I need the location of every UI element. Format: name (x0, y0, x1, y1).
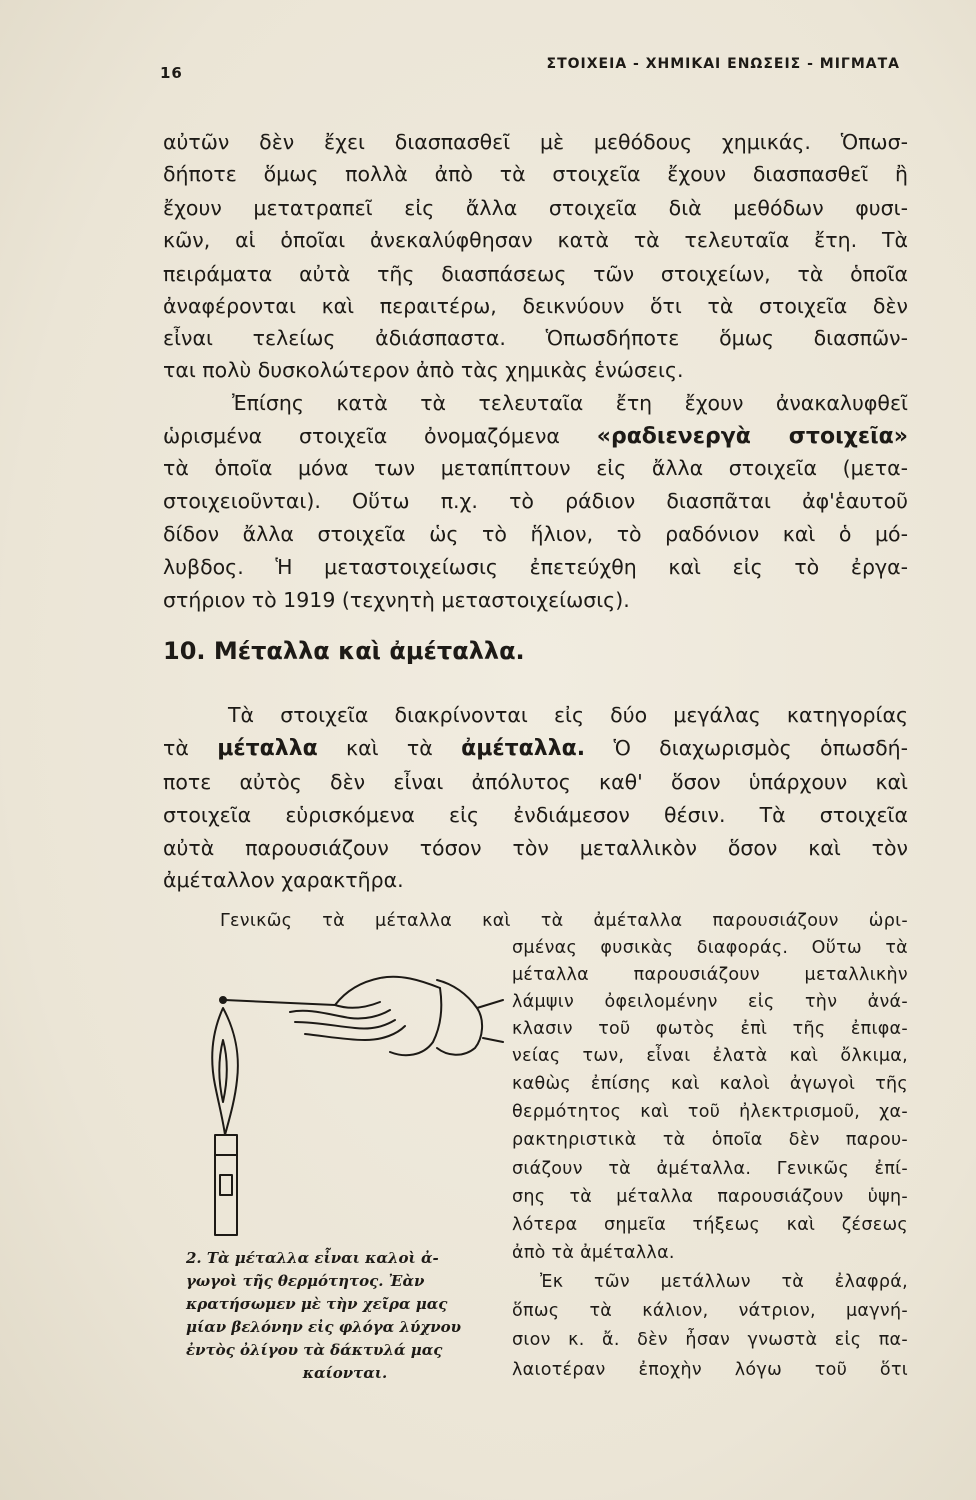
caption-line: κρατήσωμεν μὲ τὴν χεῖρα μας (186, 1295, 448, 1313)
text-line-mixed (163, 734, 908, 763)
text-line: λότερα σημεῖα τήξεως καὶ ζέσεως (512, 1215, 908, 1235)
caption-line: μίαν βελόνην εἰς φλόγα λύχνου (186, 1318, 462, 1336)
caption-line: ἐντὸς ὀλίγου τὰ δάκτυλά μας (186, 1341, 443, 1359)
text-line: στοιχειοῦνται). Οὕτω π.χ. τὸ ράδιον διασπᾶται ἀφ'ἑαυτοῦ (163, 489, 908, 513)
hand-palm (390, 988, 441, 1055)
bold-term: ἀμέταλλα. (461, 736, 586, 761)
text-line: πειράματα αὐτὰ τῆς διασπάσεως τῶν στοιχείων, τὰ ὁποῖα (163, 262, 908, 286)
text-line: ἀμέταλλον χαρακτῆρα. (163, 868, 404, 892)
caption-line: 2. Τὰ μέταλλα εἶναι καλοὶ ἀ- (186, 1249, 439, 1267)
text-fragment: Ὁ διαχωρισμὸς ὁπωσδή- (585, 736, 909, 760)
text-fragment: τὰ (163, 736, 218, 760)
text-line: Ἐπίσης κατὰ τὰ τελευταῖα ἔτη ἔχουν ἀνακαλυφθεῖ (232, 391, 908, 415)
text-line: αὐτῶν δὲν ἔχει διασπασθεῖ μὲ μεθόδους χημικάς. Ὁπωσ- (163, 130, 908, 154)
text-line: ὅπως τὰ κάλιον, νάτριον, μαγνή- (512, 1301, 908, 1321)
section-title: 10. Μέταλλα καὶ ἀμέταλλα. (163, 637, 525, 665)
text-line: ρακτηριστικὰ τὰ ὁποῖα δὲν παρου- (512, 1130, 908, 1150)
text-line: τὰ ὁποῖα μόνα των μεταπίπτουν εἰς ἄλλα στοιχεῖα (μετα- (163, 456, 908, 480)
flame-inner (219, 1040, 227, 1102)
text-line: κῶν, αἱ ὁποῖαι ἀνεκαλύφθησαν κατὰ τὰ τελευταῖα ἔτη. Τὰ (163, 228, 908, 252)
text-line: σιον κ. ἄ. δὲν ἦσαν γνωστὰ εἰς πα- (512, 1330, 908, 1350)
text-line: δίδον ἄλλα στοιχεῖα ὡς τὸ ἥλιον, τὸ ραδόνιον καὶ ὁ μό- (163, 522, 908, 546)
text-line: δήποτε ὅμως πολλὰ ἀπὸ τὰ στοιχεῖα ἔχουν διασπασθεῖ ἢ (163, 162, 908, 186)
hand-finger (295, 1020, 395, 1029)
hand-back (335, 977, 440, 1005)
text-line: μέταλλα παρουσιάζουν μεταλλικὴν (512, 965, 908, 985)
text-line: Γενικῶς τὰ μέταλλα καὶ τὰ ἀμέταλλα παρουσιάζουν ὡρι- (220, 911, 908, 931)
text-line: σιάζουν τὰ ἀμέταλλα. Γενικῶς ἐπί- (512, 1159, 908, 1179)
caption-line: γωγοὶ τῆς θερμότητος. Ἐὰν (186, 1272, 425, 1290)
needle (225, 1000, 335, 1005)
page-number: 16 (160, 64, 183, 82)
caption-line: καίονται. (302, 1364, 388, 1382)
text-line: Ἐκ τῶν μετάλλων τὰ ἐλαφρά, (540, 1272, 908, 1292)
hand-needle-flame-illustration (185, 960, 505, 1240)
text-line: Τὰ στοιχεῖα διακρίνονται εἰς δύο μεγάλας κατηγορίας (228, 703, 908, 727)
burner-tube (215, 1135, 237, 1235)
bold-term: μέταλλα (217, 736, 318, 761)
text-line: αὐτὰ παρουσιάζουν τόσον τὸν μεταλλικὸν ὅσον καὶ τὸν (163, 836, 908, 860)
figure-hand-needle-flame (185, 960, 505, 1240)
burner-vent (220, 1175, 232, 1195)
text-line: ἀπὸ τὰ ἀμέταλλα. (512, 1243, 675, 1263)
text-line: ποτε αὐτὸς δὲν εἶναι ἀπόλυτος καθ' ὅσον ὑπάρχουν καὶ (163, 770, 908, 794)
text-line: θερμότητος καὶ τοῦ ἠλεκτρισμοῦ, χα- (512, 1102, 908, 1122)
text-line: σης τὰ μέταλλα παρουσιάζουν ὑψη- (512, 1187, 908, 1207)
bold-term: «ραδιενεργὰ στοιχεῖα» (596, 424, 908, 449)
text-line: εἶναι τελείως ἀδιάσπαστα. Ὁπωσδήποτε ὅμως διασπῶν- (163, 326, 908, 350)
text-line: στοιχεῖα εὑρισκόμενα εἰς ἐνδιάμεσον θέσιν. Τὰ στοιχεῖα (163, 803, 908, 827)
sleeve-cuff (437, 980, 482, 1055)
text-line: ἀναφέρονται καὶ περαιτέρω, δεικνύουν ὅτι τὰ στοιχεῖα δὲν (163, 294, 908, 318)
needle-tip (220, 997, 226, 1003)
text-line-mixed (163, 422, 908, 451)
running-head: ΣΤΟΙΧΕΙΑ - ΧΗΜΙΚΑΙ ΕΝΩΣΕΙΣ - ΜΙΓΜΑΤΑ (546, 56, 900, 72)
text-line: νείας των, εἶναι ἐλατὰ καὶ ὄλκιμα, (512, 1046, 908, 1066)
text-line: λυβδος. Ἡ μεταστοιχείωσις ἐπετεύχθη καὶ εἰς τὸ ἐργα- (163, 555, 908, 579)
figure-caption (186, 1247, 504, 1385)
text-fragment: ὡρισμένα στοιχεῖα ὀνομαζόμενα (163, 424, 597, 448)
text-line: ἔχουν μετατραπεῖ εἰς ἄλλα στοιχεῖα διὰ μεθόδων φυσι- (163, 196, 908, 220)
text-line: λάμψιν ὀφειλομένην εἰς τὴν ἀνά- (512, 992, 908, 1012)
text-line: ται πολὺ δυσκολώτερον ἀπὸ τὰς χημικὰς ἑνώσεις. (163, 358, 684, 382)
text-line: καθὼς ἐπίσης καὶ καλοὶ ἀγωγοὶ τῆς (512, 1074, 908, 1094)
text-line: σμένας φυσικὰς διαφοράς. Οὕτω τὰ (512, 938, 908, 958)
text-line: λαιοτέραν ἐποχὴν λόγω τοῦ ὅτι (512, 1360, 908, 1380)
hand-finger (290, 1010, 390, 1019)
text-fragment: καὶ τὰ (317, 736, 462, 760)
text-line: κλασιν τοῦ φωτὸς ἐπὶ τῆς ἐπιφα- (512, 1019, 908, 1039)
flame-outer (212, 1008, 238, 1135)
text-line: στήριον τὸ 1919 (τεχνητὴ μεταστοιχείωσις). (163, 588, 630, 612)
